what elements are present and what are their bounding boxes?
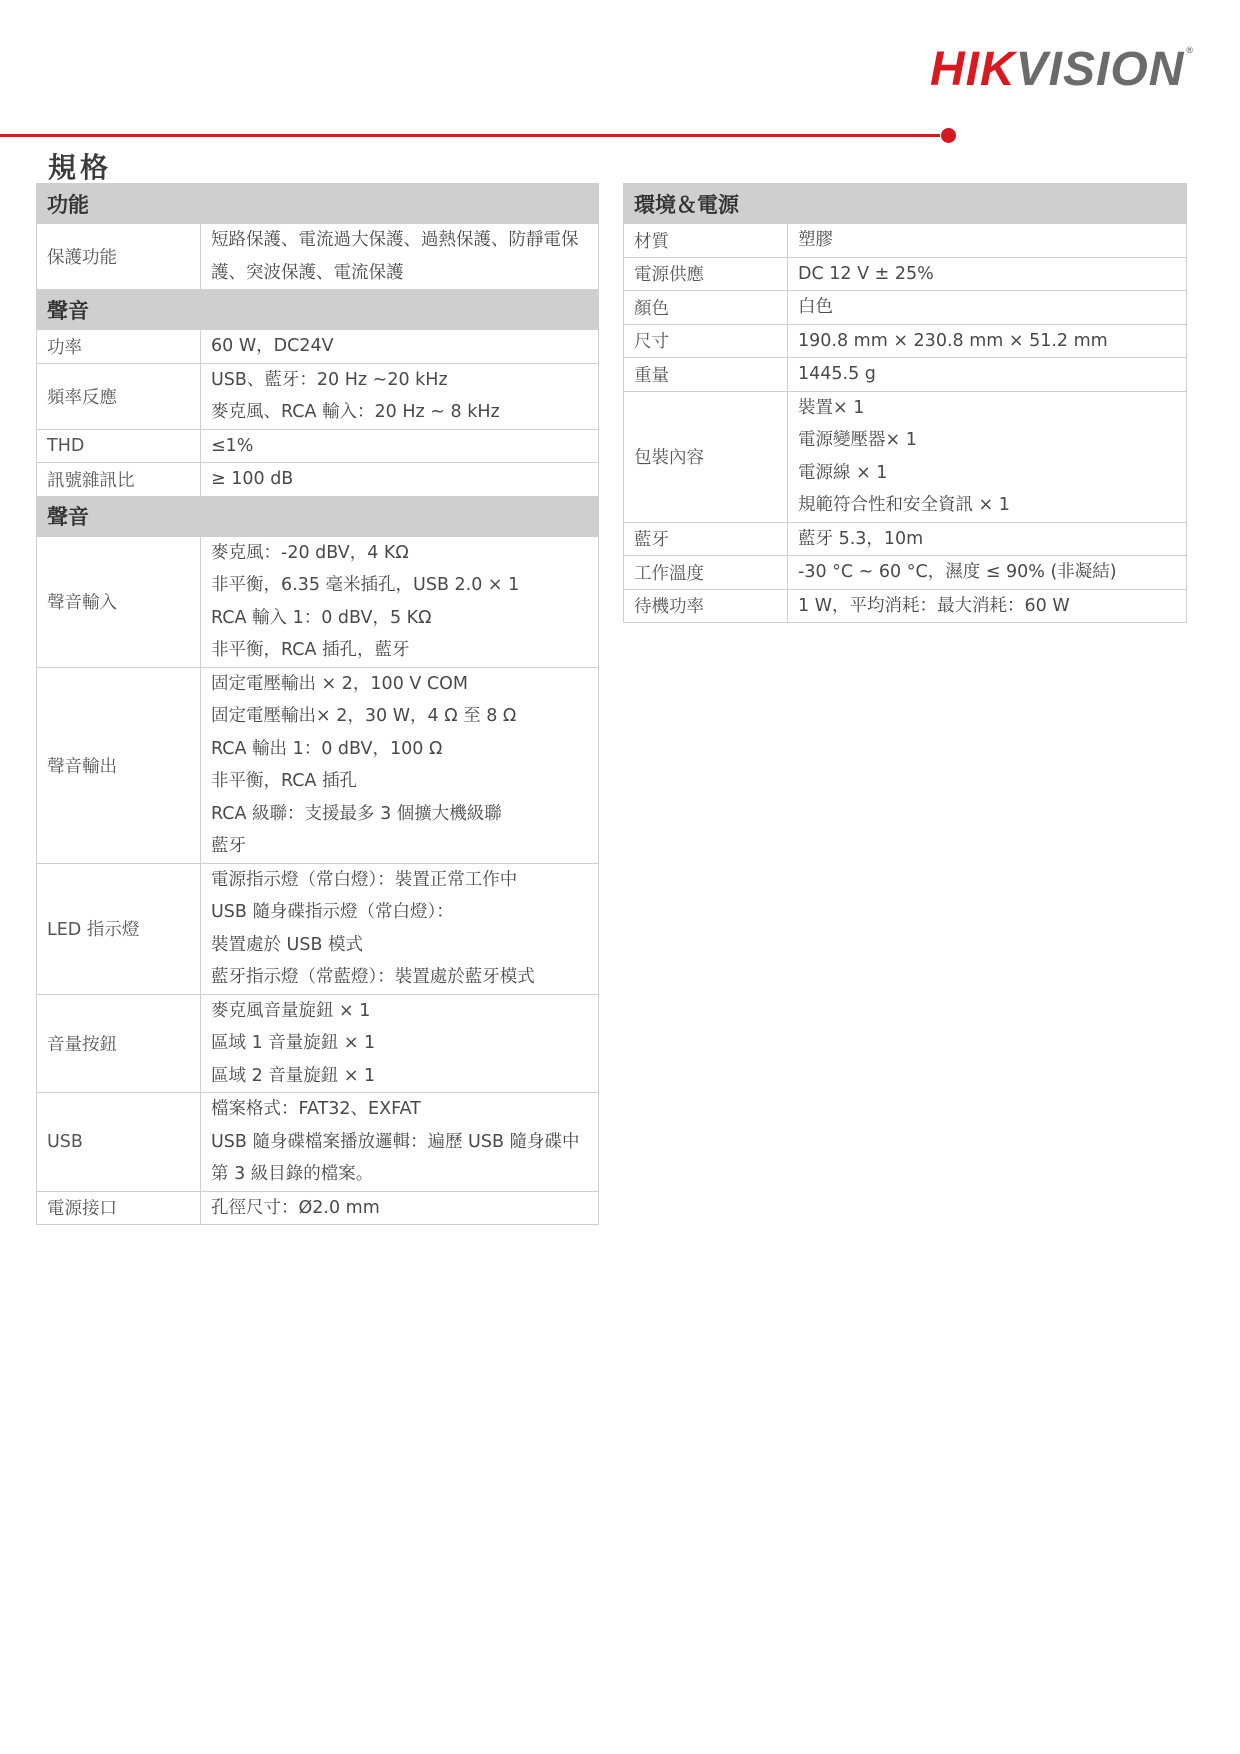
spec-value: USB 隨身碟指示燈（常白燈）：: [211, 902, 454, 922]
spec-label: 工作溫度: [624, 556, 788, 590]
spec-value: 190.8 mm × 230.8 mm × 51.2 mm: [798, 330, 1108, 351]
spec-row: [37, 863, 599, 994]
spec-row: [624, 358, 1187, 392]
spec-row: [624, 556, 1187, 590]
spec-label: 訊號雜訊比: [37, 463, 201, 497]
spec-label: 包裝內容: [624, 391, 788, 522]
spec-value: USB 隨身碟檔案播放邏輯：遍歷 USB 隨身碟中第 3 級目錄的檔案。: [211, 1131, 580, 1184]
spec-row: [37, 1093, 599, 1192]
spec-label: 電源接口: [37, 1191, 201, 1225]
spec-row: [624, 291, 1187, 325]
spec-row: [37, 667, 599, 863]
spec-value-cell: [788, 391, 1187, 522]
spec-row: [37, 224, 599, 290]
spec-value: 1445.5 g: [798, 364, 876, 384]
spec-row: [37, 1191, 599, 1225]
spec-value: 裝置× 1: [798, 397, 865, 418]
spec-value: USB、藍牙：20 Hz ~20 kHz: [211, 369, 448, 390]
spec-value: 電源變壓器× 1: [798, 430, 917, 450]
spec-value: 藍牙: [211, 836, 246, 856]
spec-row: [624, 224, 1187, 258]
section-header-row: [37, 496, 599, 536]
spec-value-cell: [788, 358, 1187, 392]
spec-value: 麥克風、RCA 輸入：20 Hz ~ 8 kHz: [211, 402, 500, 422]
spec-value-cell: [788, 556, 1187, 590]
spec-label: 待機功率: [624, 589, 788, 623]
registered-mark: ®: [1186, 45, 1194, 55]
spec-row: [624, 257, 1187, 291]
spec-row: [624, 324, 1187, 358]
spec-row: [37, 994, 599, 1093]
spec-value: 孔徑尺寸：Ø2.0 mm: [211, 1197, 380, 1218]
spec-value-cell: [201, 536, 599, 667]
spec-row: [624, 589, 1187, 623]
spec-value: 區域 1 音量旋鈕 × 1: [211, 1033, 376, 1053]
section-title: 聲音: [37, 290, 599, 330]
section-title: 環境＆電源: [624, 184, 1187, 224]
spec-value: 60 W，DC24V: [211, 336, 334, 356]
spec-value: 麥克風：-20 dBV，4 KΩ: [211, 542, 409, 563]
section-title: 聲音: [37, 496, 599, 536]
spec-value-cell: [201, 1191, 599, 1225]
spec-value: 區域 2 音量旋鈕 × 1: [211, 1065, 376, 1086]
spec-row: [37, 463, 599, 497]
spec-label: 聲音輸入: [37, 536, 201, 667]
spec-value-cell: [201, 1093, 599, 1192]
spec-row: [37, 536, 599, 667]
spec-row: [624, 522, 1187, 556]
spec-value-cell: [201, 994, 599, 1093]
spec-value-cell: [201, 363, 599, 429]
spec-value-cell: [201, 463, 599, 497]
spec-value: RCA 輸出 1：0 dBV，100 Ω: [211, 738, 443, 759]
spec-label: 尺寸: [624, 324, 788, 358]
section-header-row: [37, 290, 599, 330]
spec-value: 規範符合性和安全資訊 × 1: [798, 495, 1010, 515]
spec-label: 藍牙: [624, 522, 788, 556]
spec-value: RCA 輸入 1：0 dBV，5 KΩ: [211, 607, 432, 628]
section-header-row: [624, 184, 1187, 224]
spec-row: [624, 391, 1187, 522]
spec-value: 藍牙 5.3，10m: [798, 528, 924, 549]
spec-value-cell: [201, 667, 599, 863]
spec-value-cell: [788, 257, 1187, 291]
spec-value: RCA 級聯：支援最多 3 個擴大機級聯: [211, 803, 502, 824]
spec-value-cell: [788, 324, 1187, 358]
section-header-row: [37, 184, 599, 224]
spec-label: LED 指示燈: [37, 863, 201, 994]
section-title: 功能: [37, 184, 599, 224]
spec-label: 保護功能: [37, 224, 201, 290]
spec-value: 檔案格式：FAT32、EXFAT: [211, 1099, 421, 1119]
spec-value: 短路保護、電流過大保護、過熱保護、防靜電保護、突波保護、電流保護: [211, 230, 579, 283]
spec-value-cell: [201, 224, 599, 290]
spec-row: [37, 363, 599, 429]
spec-label: 頻率反應: [37, 363, 201, 429]
spec-value: 麥克風音量旋鈕 × 1: [211, 1000, 371, 1021]
spec-table-right: [623, 183, 1187, 623]
spec-label: THD: [37, 429, 201, 463]
header-red-line: [0, 134, 940, 137]
spec-table-left: [36, 183, 599, 1225]
logo-hik-text: HIK: [929, 43, 1016, 96]
spec-label: 音量按鈕: [37, 994, 201, 1093]
spec-label: 重量: [624, 358, 788, 392]
spec-value: 裝置處於 USB 模式: [211, 934, 364, 955]
spec-value: 固定電壓輸出× 2，30 W，4 Ω 至 8 Ω: [211, 706, 517, 726]
spec-value: ≤1%: [211, 435, 254, 456]
spec-label: 電源供應: [624, 257, 788, 291]
spec-value: ≥ 100 dB: [211, 469, 294, 489]
spec-value: 塑膠: [798, 230, 833, 250]
spec-label: 聲音輸出: [37, 667, 201, 863]
spec-row: [37, 429, 599, 463]
hikvision-logo: [929, 43, 1194, 96]
spec-value: 電源指示燈（常白燈）：裝置正常工作中: [211, 869, 518, 890]
spec-value-cell: [201, 330, 599, 364]
page-title: 規格: [48, 151, 113, 184]
spec-value-cell: [201, 863, 599, 994]
spec-value: 電源線 × 1: [798, 462, 888, 483]
spec-value: 固定電壓輸出 × 2，100 V COM: [211, 673, 469, 694]
logo-vision-text: VISION: [1015, 43, 1185, 96]
spec-value-cell: [788, 224, 1187, 258]
spec-label: 功率: [37, 330, 201, 364]
spec-value: 非平衡，RCA 插孔: [211, 771, 358, 791]
spec-value: 1 W，平均消耗：最大消耗：60 W: [798, 595, 1070, 616]
spec-value: -30 °C ~ 60 °C，濕度 ≤ 90% (非凝結): [798, 562, 1117, 582]
spec-value: 非平衡，6.35 毫米插孔，USB 2.0 × 1: [211, 575, 520, 595]
spec-value: 白色: [798, 297, 833, 317]
spec-value: 非平衡，RCA 插孔，藍牙: [211, 640, 410, 660]
spec-value-cell: [788, 291, 1187, 325]
spec-row: [37, 330, 599, 364]
spec-value: 藍牙指示燈（常藍燈）：裝置處於藍牙模式: [211, 967, 535, 987]
spec-label: 顏色: [624, 291, 788, 325]
spec-value-cell: [788, 522, 1187, 556]
spec-value: DC 12 V ± 25%: [798, 263, 934, 284]
spec-label: USB: [37, 1093, 201, 1192]
spec-value-cell: [201, 429, 599, 463]
spec-label: 材質: [624, 224, 788, 258]
header-red-dot: [941, 128, 956, 143]
spec-value-cell: [788, 589, 1187, 623]
